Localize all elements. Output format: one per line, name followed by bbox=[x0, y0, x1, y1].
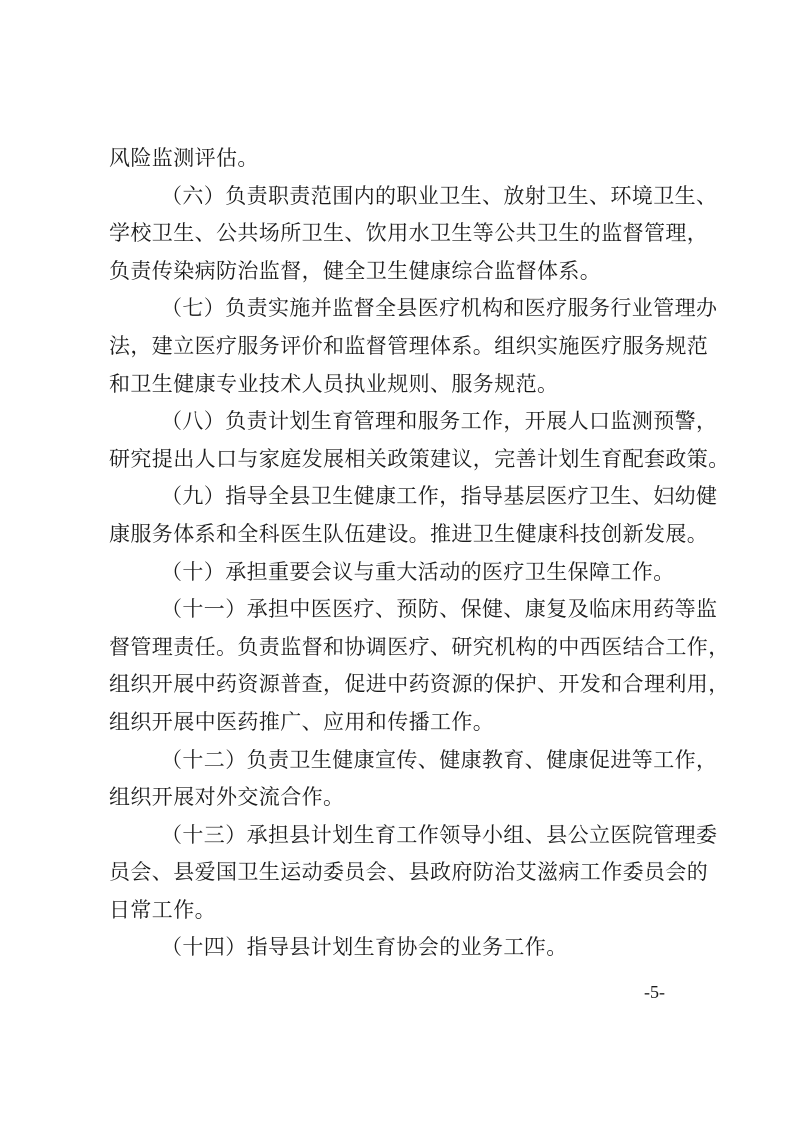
text-line: 康服务体系和全科医生队伍建设。推进卫生健康科技创新发展。 bbox=[109, 521, 709, 546]
paragraph-8-line-1: （八）负责计划生育管理和服务工作，开展人口监测预警， bbox=[161, 409, 718, 434]
text-line: 负责传染病防治监督，健全卫生健康综合监督体系。 bbox=[109, 258, 602, 283]
text-line: 组织开展中医药推广、应用和传播工作。 bbox=[109, 709, 495, 734]
paragraph-13-line-1: （十三）承担县计划生育工作领导小组、县公立医院管理委 bbox=[161, 822, 718, 847]
text-line: 研究提出人口与家庭发展相关政策建议，完善计划生育配套政策。 bbox=[109, 446, 730, 471]
text-line: 法，建立医疗服务评价和监督管理体系。组织实施医疗服务规范 bbox=[109, 333, 709, 358]
paragraph-10-line-1: （十）承担重要会议与重大活动的医疗卫生保障工作。 bbox=[161, 559, 675, 584]
text-line: 组织开展中药资源普查，促进中药资源的保护、开发和合理利用， bbox=[109, 672, 730, 697]
text-line: 风险监测评估。 bbox=[109, 146, 259, 170]
paragraph-6-line-1: （六）负责职责范围内的职业卫生、放射卫生、环境卫生、 bbox=[161, 183, 718, 208]
text-line: 员会、县爱国卫生运动委员会、县政府防治艾滋病工作委员会的 bbox=[109, 860, 709, 885]
page-number: -5- bbox=[644, 982, 665, 1002]
paragraph-9-line-1: （九）指导全县卫生健康工作，指导基层医疗卫生、妇幼健 bbox=[161, 484, 718, 509]
paragraph-12-line-1: （十二）负责卫生健康宣传、健康教育、健康促进等工作， bbox=[161, 747, 718, 772]
text-line: 学校卫生、公共场所卫生、饮用水卫生等公共卫生的监督管理， bbox=[109, 221, 709, 246]
document-body bbox=[109, 140, 730, 967]
text-line: 督管理责任。负责监督和协调医疗、研究机构的中西医结合工作， bbox=[109, 634, 730, 659]
text-line: 组织开展对外交流合作。 bbox=[109, 785, 345, 810]
text-line: 和卫生健康专业技术人员执业规则、服务规范。 bbox=[109, 371, 559, 396]
paragraph-7-line-1: （七）负责实施并监督全县医疗机构和医疗服务行业管理办 bbox=[161, 296, 718, 321]
paragraph-14-line-1: （十四）指导县计划生育协会的业务工作。 bbox=[161, 935, 568, 960]
text-line: 日常工作。 bbox=[109, 897, 216, 922]
paragraph-11-line-1: （十一）承担中医医疗、预防、保健、康复及临床用药等监 bbox=[161, 597, 718, 622]
